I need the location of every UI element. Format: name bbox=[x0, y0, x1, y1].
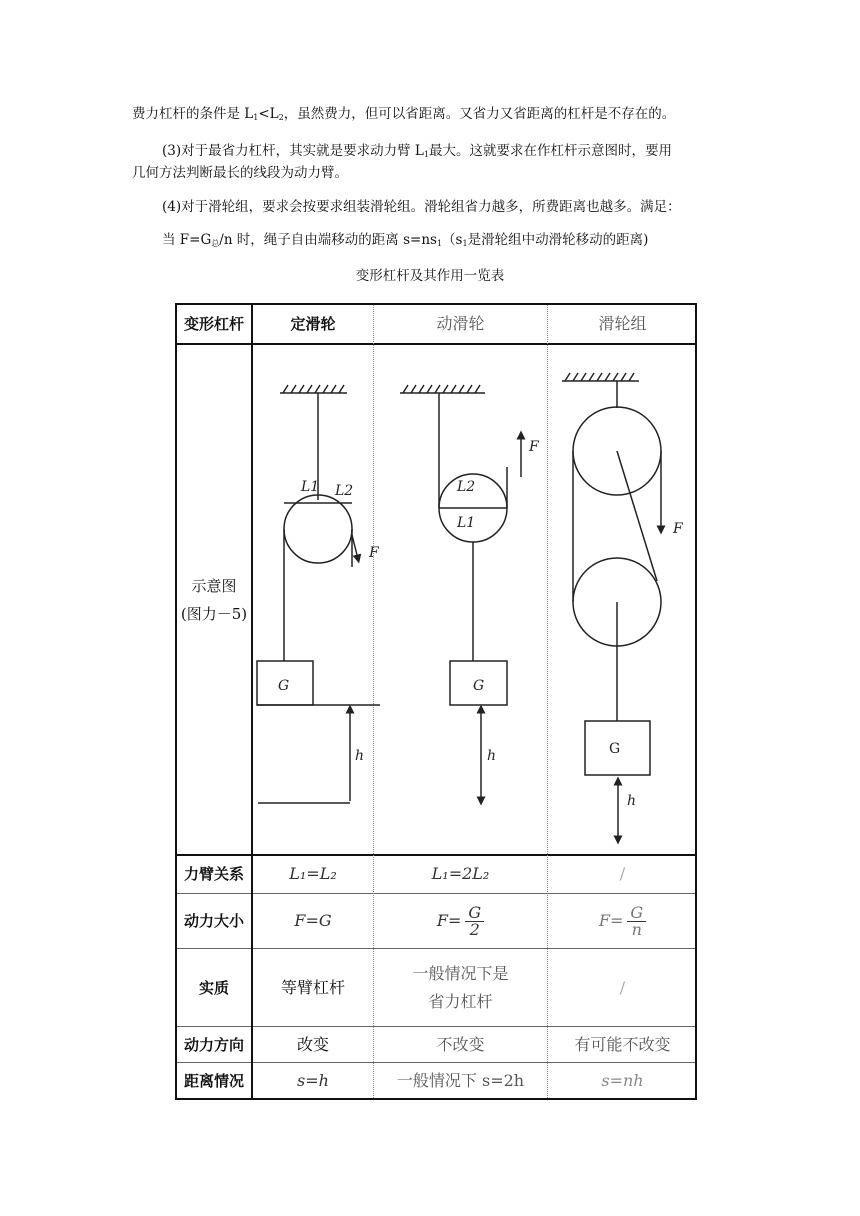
label-F: F bbox=[673, 521, 683, 537]
formula-prefix: F= bbox=[598, 911, 624, 930]
label-h: h bbox=[627, 793, 637, 809]
subscript: 1 bbox=[462, 239, 468, 248]
subscript: 1 bbox=[436, 239, 443, 248]
cell-movable: 一般情况下 s=2h bbox=[396, 1070, 525, 1090]
numerator: G bbox=[627, 905, 646, 922]
paragraph-most-saving-lever bbox=[162, 141, 672, 165]
text: 最大。这就要求在作杠杆示意图时，要用 bbox=[428, 143, 672, 159]
row-label: 实质 bbox=[198, 978, 229, 997]
row-label: 力臂关系 bbox=[183, 865, 244, 883]
text: <L bbox=[258, 106, 279, 122]
label-L1: L1 bbox=[457, 515, 476, 531]
row-label: 距离情况 bbox=[183, 1071, 244, 1090]
formula-prefix: F= bbox=[436, 911, 462, 930]
cell-group: 有可能不改变 bbox=[574, 1034, 671, 1054]
cell-fixed: L₁=L₂ bbox=[289, 864, 337, 883]
cell-movable: 不改变 bbox=[436, 1034, 485, 1054]
cell-group: / bbox=[619, 977, 626, 997]
paragraph-pulley-group: (4)对于滑轮组，要求会按要求组装滑轮组。滑轮组省力越多，所费距离也越多。满足： bbox=[162, 199, 681, 215]
cell-movable: L₁=2L₂ bbox=[431, 864, 490, 883]
subscript: 总 bbox=[211, 239, 220, 248]
numerator: G bbox=[465, 905, 484, 922]
text: /n 时，绳子自由端移动的距离 s=ns bbox=[219, 232, 437, 248]
denominator: 2 bbox=[469, 919, 480, 939]
cell-group: / bbox=[619, 864, 626, 883]
label-F: F bbox=[529, 439, 539, 455]
movable-pulley-diagram bbox=[400, 385, 521, 801]
text: ，虽然费力，但可以省距离。又省力又省距离的杠杆是不存在的。 bbox=[283, 106, 676, 122]
paragraph-force-lever bbox=[132, 104, 675, 128]
paragraph-most-saving-lever-cont: 几何方法判断最长的线段为动力臂。 bbox=[132, 165, 348, 181]
label-G: G bbox=[278, 678, 290, 694]
paragraph-pulley-formula bbox=[162, 230, 648, 254]
lever-table bbox=[175, 303, 697, 1100]
table-caption: 变形杠杆及其作用一览表 bbox=[355, 268, 505, 284]
label-L2: L2 bbox=[335, 483, 354, 499]
cell-group bbox=[548, 894, 697, 948]
pulley-diagrams bbox=[177, 305, 695, 854]
pulley-group-diagram bbox=[562, 373, 661, 840]
cell-movable bbox=[374, 894, 547, 948]
text: 费力杠杆的条件是 L bbox=[132, 106, 254, 122]
row-label: 动力方向 bbox=[183, 1035, 244, 1054]
label-G: G bbox=[473, 678, 485, 694]
label-L2: L2 bbox=[457, 479, 476, 495]
label-h: h bbox=[487, 748, 497, 764]
label-G: G bbox=[609, 741, 621, 757]
label-F: F bbox=[369, 545, 379, 561]
denominator: n bbox=[631, 919, 642, 939]
header-cell: 滑轮组 bbox=[598, 314, 647, 333]
header-cell: 定滑轮 bbox=[290, 315, 336, 333]
fraction bbox=[465, 902, 484, 939]
cell-group: s=nh bbox=[601, 1070, 644, 1090]
row-label: 动力大小 bbox=[183, 912, 244, 930]
subscript: 2 bbox=[278, 113, 284, 122]
subscript: 1 bbox=[253, 113, 259, 122]
cell-fixed: 等臂杠杆 bbox=[280, 977, 345, 997]
text: （s bbox=[442, 232, 463, 248]
header-cell: 变形杠杆 bbox=[183, 315, 244, 333]
fixed-pulley-diagram bbox=[257, 385, 380, 803]
text: 当 F=G bbox=[162, 232, 212, 248]
label-L1: L1 bbox=[301, 479, 320, 495]
label-h: h bbox=[355, 748, 365, 764]
cell-movable: 一般情况下是 省力杠杆 bbox=[412, 963, 509, 1011]
cell-fixed: s=h bbox=[297, 1070, 329, 1090]
subscript: 1 bbox=[423, 150, 429, 159]
fraction bbox=[627, 902, 646, 939]
cell-fixed: 改变 bbox=[296, 1034, 329, 1054]
text: (3)对于最省力杠杆，其实就是要求动力臂 L bbox=[162, 143, 424, 159]
diagram-row-label: 示意图 (图力－5) bbox=[180, 576, 248, 623]
cell-fixed: F=G bbox=[294, 911, 332, 930]
header-cell: 动滑轮 bbox=[436, 314, 485, 333]
text: 是滑轮组中动滑轮移动的距离) bbox=[467, 232, 649, 248]
